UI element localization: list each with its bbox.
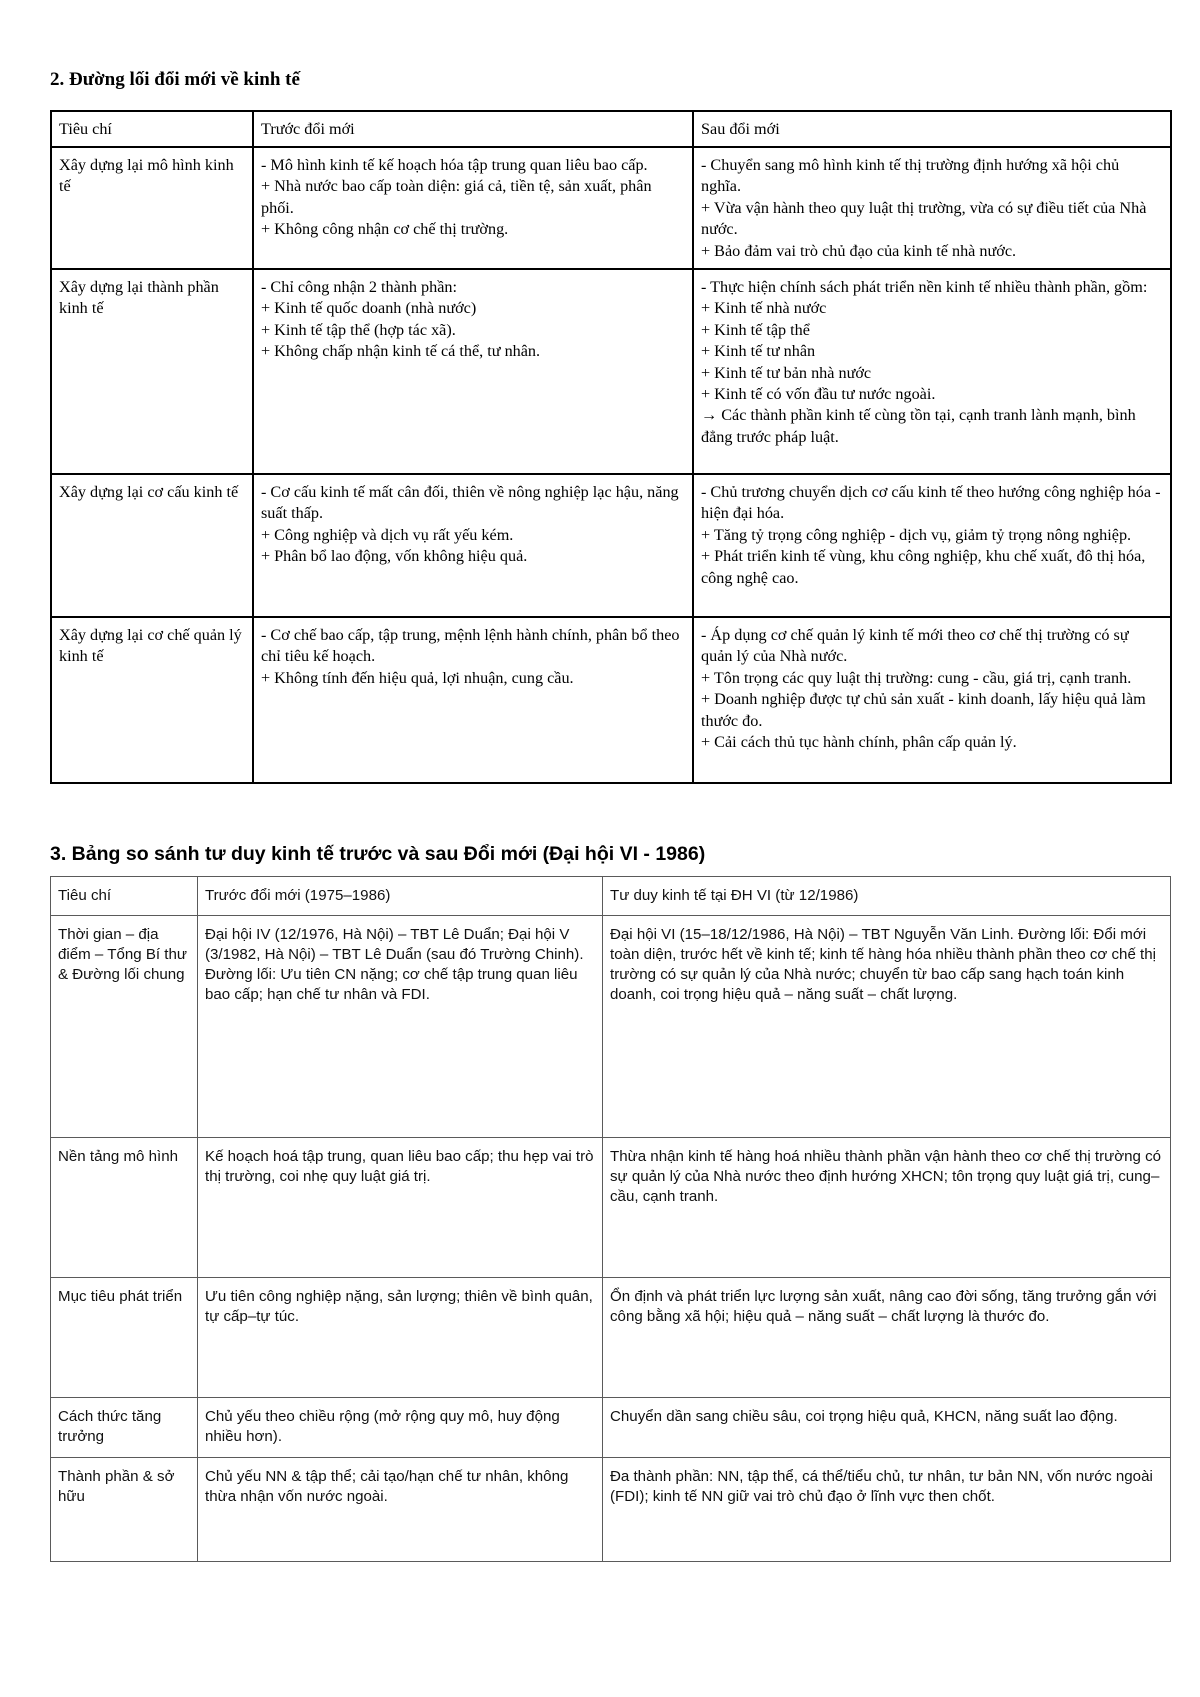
line: - Chủ trương chuyển dịch cơ cấu kinh tế theo hướng công nghiệp hóa - hiện đại hóa. [701, 483, 1161, 523]
row-criterion: Xây dựng lại cơ chế quản lý kinh tế [51, 617, 253, 783]
table-row [51, 617, 1171, 783]
row-criterion: Nền tảng mô hình [51, 1138, 198, 1278]
table-row [51, 1458, 1171, 1562]
row-criterion: Thành phần & sở hữu [51, 1458, 198, 1562]
line: + Kinh tế tập thể (hợp tác xã). [261, 320, 456, 339]
economic-renewal-table [50, 110, 1172, 784]
line: + Kinh tế tư bản nhà nước [701, 363, 872, 382]
row-after: Đa thành phần: NN, tập thể, cá thể/tiểu chủ, tư nhân, tư bản NN, vốn nước ngoài (FDI); kinh tế NN giữ vai trò chủ đạo ở lĩnh vực then chốt. [603, 1458, 1171, 1562]
line: - Cơ cấu kinh tế mất cân đối, thiên về nông nghiệp lạc hậu, năng suất thấp. [261, 483, 679, 523]
line: + Công nghiệp và dịch vụ rất yếu kém. [261, 525, 514, 544]
row-before: Ưu tiên công nghiệp nặng, sản lượng; thiên về bình quân, tự cấp–tự túc. [198, 1278, 603, 1398]
line: + Cải cách thủ tục hành chính, phân cấp quản lý. [701, 733, 1017, 752]
line: - Thực hiện chính sách phát triển nền kinh tế nhiều thành phần, gồm: [701, 278, 1148, 296]
row-before: Kế hoạch hoá tập trung, quan liêu bao cấp; thu hẹp vai trò thị trường, coi nhẹ quy luật giá trị. [198, 1138, 603, 1278]
row-criterion: Xây dựng lại cơ cấu kinh tế [51, 474, 253, 617]
row-after: Thừa nhận kinh tế hàng hoá nhiều thành phần vận hành theo cơ chế thị trường có sự quản lý của Nhà nước theo định hướng XHCN; tôn trọng quy luật giá trị, cung–cầu, cạnh tranh. [603, 1138, 1171, 1278]
table-row [51, 1138, 1171, 1278]
table-row [51, 1278, 1171, 1398]
table-header-row [51, 877, 1171, 916]
header-after: Tư duy kinh tế tại ĐH VI (từ 12/1986) [603, 877, 1171, 916]
row-criterion: Xây dựng lại thành phần kinh tế [51, 269, 253, 474]
header-before: Trước đổi mới [253, 111, 693, 147]
line: - Mô hình kinh tế kế hoạch hóa tập trung quan liêu bao cấp. [261, 156, 648, 174]
line: + Phân bổ lao động, vốn không hiệu quả. [261, 547, 528, 566]
line: - Cơ chế bao cấp, tập trung, mệnh lệnh hành chính, phân bổ theo chỉ tiêu kế hoạch. [261, 626, 680, 666]
row-criterion: Mục tiêu phát triển [51, 1278, 198, 1398]
table-row [51, 916, 1171, 1138]
economic-thinking-comparison-table [50, 876, 1171, 1562]
line: + Vừa vận hành theo quy luật thị trường, vừa có sự điều tiết của Nhà nước. [701, 198, 1147, 239]
row-after [693, 269, 1171, 474]
row-after [693, 474, 1171, 617]
row-before: Chủ yếu NN & tập thể; cải tạo/hạn chế tư nhân, không thừa nhận vốn nước ngoài. [198, 1458, 603, 1562]
row-after: Ổn định và phát triển lực lượng sản xuất, nâng cao đời sống, tăng trưởng gắn với công bằng xã hội; hiệu quả – năng suất – chất lượng là thước đo. [603, 1278, 1171, 1398]
section-2-title: 2. Đường lối đổi mới về kinh tế [50, 69, 300, 90]
line: + Kinh tế tập thể [701, 320, 810, 339]
row-after: Chuyển dần sang chiều sâu, coi trọng hiệu quả, KHCN, năng suất lao động. [603, 1398, 1171, 1458]
line: - Chuyển sang mô hình kinh tế thị trường định hướng xã hội chủ nghĩa. [701, 156, 1120, 196]
line: - Áp dụng cơ chế quản lý kinh tế mới theo cơ chế thị trường có sự quản lý của Nhà nước. [701, 626, 1129, 666]
line: + Kinh tế có vốn đầu tư nước ngoài. [701, 385, 936, 404]
table-row [51, 147, 1171, 269]
line: + Phát triển kinh tế vùng, khu công nghiệp, khu chế xuất, đô thị hóa, công nghệ cao. [701, 547, 1146, 587]
line: + Kinh tế quốc doanh (nhà nước) [261, 299, 477, 318]
row-before: Chủ yếu theo chiều rộng (mở rộng quy mô, huy động nhiều hơn). [198, 1398, 603, 1458]
row-criterion: Xây dựng lại mô hình kinh tế [51, 147, 253, 269]
row-before: Đại hội IV (12/1976, Hà Nội) – TBT Lê Duẩn; Đại hội V (3/1982, Hà Nội) – TBT Lê Duẩn (sau đó Trường Chinh). Đường lối: Ưu tiên CN nặng; cơ chế tập trung quan liêu bao cấp; hạn chế tư nhân và FDI. [198, 916, 603, 1138]
line: + Doanh nghiệp được tự chủ sản xuất - kinh doanh, lấy hiệu quả làm thước đo. [701, 690, 1146, 730]
line: + Nhà nước bao cấp toàn diện: giá cả, tiền tệ, sản xuất, phân phối. [261, 177, 652, 217]
table-header-row [51, 111, 1171, 147]
line: + Không công nhận cơ chế thị trường. [261, 220, 509, 239]
table-row [51, 474, 1171, 617]
row-before [253, 269, 693, 474]
row-criterion: Cách thức tăng trưởng [51, 1398, 198, 1458]
line: + Kinh tế tư nhân [701, 342, 816, 361]
row-after [693, 617, 1171, 783]
line: - Chỉ công nhận 2 thành phần: [261, 278, 458, 296]
section-3-title: 3. Bảng so sánh tư duy kinh tế trước và sau Đổi mới (Đại hội VI - 1986) [50, 843, 706, 865]
header-before: Trước đổi mới (1975–1986) [198, 877, 603, 916]
line: + Không chấp nhận kinh tế cá thể, tư nhân. [261, 342, 541, 361]
row-after: Đại hội VI (15–18/12/1986, Hà Nội) – TBT Nguyễn Văn Linh. Đường lối: Đổi mới toàn diện, trước hết về kinh tế; kinh tế hàng hóa nhiều thành phần theo cơ chế thị trường có sự quản lý của Nhà nước; chuyển từ bao cấp sang hạch toán kinh doanh, coi trọng hiệu quả – năng suất – chất lượng. [603, 916, 1171, 1138]
line: + Kinh tế nhà nước [701, 299, 827, 318]
row-before [253, 474, 693, 617]
line: + Bảo đảm vai trò chủ đạo của kinh tế nhà nước. [701, 241, 1017, 260]
line: → Các thành phần kinh tế cùng tồn tại, cạnh tranh lành mạnh, bình đẳng trước pháp luật. [701, 406, 1136, 446]
header-criterion: Tiêu chí [51, 877, 198, 916]
table-row [51, 269, 1171, 474]
line: + Không tính đến hiệu quả, lợi nhuận, cung cầu. [261, 668, 574, 687]
row-after [693, 147, 1171, 269]
row-before [253, 147, 693, 269]
row-before [253, 617, 693, 783]
header-criterion: Tiêu chí [51, 111, 253, 147]
table-row [51, 1398, 1171, 1458]
line: + Tôn trọng các quy luật thị trường: cung - cầu, giá trị, cạnh tranh. [701, 668, 1132, 687]
line: + Tăng tỷ trọng công nghiệp - dịch vụ, giảm tỷ trọng nông nghiệp. [701, 525, 1132, 544]
row-criterion: Thời gian – địa điểm – Tổng Bí thư & Đường lối chung [51, 916, 198, 1138]
header-after: Sau đổi mới [693, 111, 1171, 147]
